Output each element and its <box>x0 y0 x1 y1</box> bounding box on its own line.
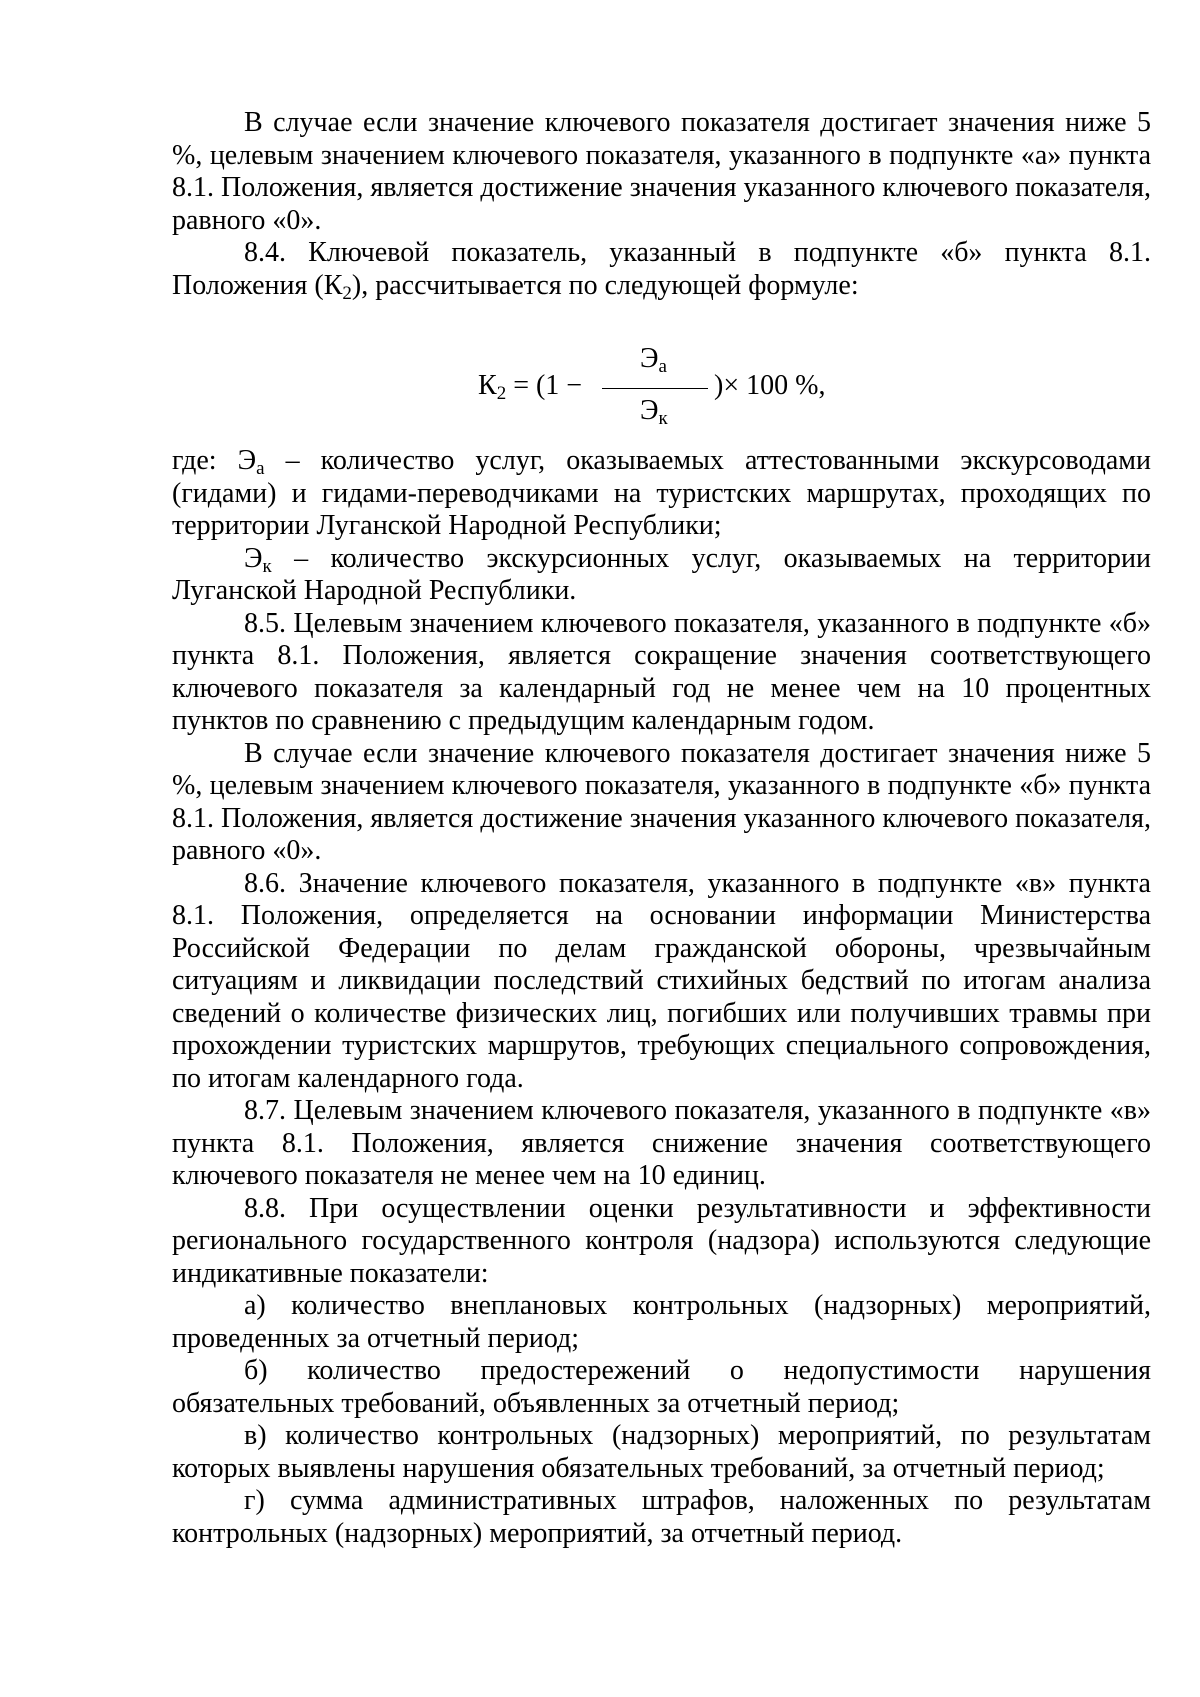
fraction-bar <box>602 388 708 389</box>
list-item: г) сумма административных штрафов, наложенных по результатам контрольных (надзорных) мероприятий, за отчетный период. <box>172 1485 1151 1549</box>
formula-left: $К_2 = (1$ − <box>478 370 583 404</box>
paragraph: где: $Э_а$ – количество услуг, оказываемых аттестованными экскурсоводами (гидами) и гидами-переводчиками на туристских маршрутах, проходящих по территории Луганской Народной Республики; <box>172 445 1152 541</box>
paragraph: В случае если значение ключевого показателя достигает значения ниже 5 %, целевым значением ключевого показателя, указанного в подпункте «б» пункта 8.1. Положения, является достижение значения указанного ключевого показателя, равного «0». <box>172 737 1151 866</box>
paragraph: 8.7. Целевым значением ключевого показателя, указанного в подпункте «в» пункта 8.1. Положения, является снижение значения соответствующего ключевого показателя не менее чем на 10 единиц. <box>172 1095 1151 1191</box>
list-item: в) количество контрольных (надзорных) мероприятий, по результатам которых выявлены нарушения обязательных требований, за отчетный период; <box>172 1420 1151 1484</box>
text-block-top <box>172 107 1151 302</box>
list-item: б) количество предостережений о недопустимости нарушения обязательных требований, объявленных за отчетный период; <box>172 1355 1151 1419</box>
list-item: а) количество внеплановых контрольных (надзорных) мероприятий, проведенных за отчетный период; <box>172 1290 1151 1354</box>
formula-right: )× 100 %, <box>714 370 826 401</box>
formula <box>0 333 1200 441</box>
formula-numerator: $Э_а$ <box>640 343 667 377</box>
paragraph: 8.4. Ключевой показатель, указанный в подпункте «б» пункта 8.1. Положения $(К_2)$, рассчитывается по следующей формуле: <box>172 237 1151 304</box>
paragraph: 8.6. Значение ключевого показателя, указанного в подпункте «в» пункта 8.1. Положения, определяется на основании информации Министерства Российской Федерации по делам гражданской обороны, чрезвычайным ситуациям и ликвидации последствий стихийных бедствий по итогам анализа сведений о количестве физических лиц, погибших или получивших травмы при прохождении туристских маршрутов, требующих специального сопровождения, по итогам календарного года. <box>172 867 1151 1094</box>
paragraph: В случае если значение ключевого показателя достигает значения ниже 5 %, целевым значением ключевого показателя, указанного в подпункте «а» пункта 8.1. Положения, является достижение значения указанного ключевого показателя, равного «0». <box>172 107 1151 236</box>
paragraph: 8.8. При осуществлении оценки результативности и эффективности регионального государственного контроля (надзора) используются следующие индикативные показатели: <box>172 1192 1151 1289</box>
paragraph: 8.5. Целевым значением ключевого показателя, указанного в подпункте «б» пункта 8.1. Положения, является сокращение значения соответствующего ключевого показателя за календарный год не менее чем на 10 процентных пунктов по сравнению с предыдущим календарным годом. <box>172 607 1151 736</box>
paragraph: $Э_к$ – количество экскурсионных услуг, оказываемых на территории Луганской Народной Республики. <box>172 542 1151 606</box>
text-block-main <box>172 445 1151 1550</box>
formula-denominator: $Э_к$ <box>640 395 668 429</box>
